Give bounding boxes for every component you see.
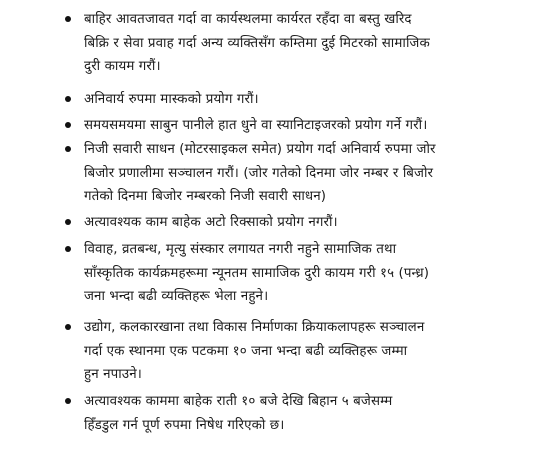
text-line: हिँडडुल गर्न पूर्ण रुपमा निषेध गरिएको छ। [84, 417, 285, 433]
text-line: हुन नपाउने। [84, 367, 142, 382]
text-line: गर्दा एक स्थानमा एक पटकमा १० जना भन्दा बढी व्यक्तिहरू जम्मा [84, 343, 408, 359]
text-line: बिक्रि र सेवा प्रवाह गर्दा अन्य व्यक्तिसँग कम्तिमा दुई मिटरको सामाजिक [84, 35, 430, 51]
bullet-icon [65, 398, 71, 404]
text-line: समयसमयमा साबुन पानीले हात धुने वा स्यानिटाइजरको प्रयोग गर्ने गरौं। [84, 118, 428, 133]
list-item-text [84, 316, 516, 387]
text-line: निजी सवारी साधन (मोटरसाइकल समेत) प्रयोग गर्दा अनिवार्य रुपमा जोर [84, 142, 436, 157]
text-line: बाहिर आवतजावत गर्दा वा कार्यस्थलमा कार्यरत रहँदा वा बस्तु खरिद [84, 12, 412, 27]
text-line: विवाह, व्रतबन्ध, मृत्यु संस्कार लगायत नगरी नहुने सामाजिक तथा [84, 242, 397, 257]
list-item-text [84, 211, 516, 235]
list-item-text [84, 238, 516, 309]
list-item-text [84, 8, 516, 79]
text-line: उद्योग, कलकारखाना तथा विकास निर्माणका क्रियाकलापहरू सञ्चालन [84, 320, 425, 335]
text-line: अत्यावश्यक काममा बाहेक राती १० बजे देखि बिहान ५ बजेसम्म [84, 394, 393, 409]
list-item-text [84, 114, 516, 138]
text-line: गतेको दिनमा बिजोर नम्बरको निजी सवारी साधन) [84, 189, 327, 204]
text-line: अनिवार्य रुपमा मास्कको प्रयोग गरौं। [84, 92, 259, 107]
text-line: साँस्कृतिक कार्यक्रमहरूमा न्यूनतम सामाजिक दुरी कायम गरी १५ (पन्ध्र) [84, 265, 430, 281]
bullet-icon [65, 122, 71, 128]
bullet-icon [65, 16, 71, 22]
bullet-icon [65, 96, 71, 102]
list-item-text [84, 138, 516, 209]
list-item-text [84, 88, 516, 112]
text-line: बिजोर प्रणालीमा सञ्चालन गरौं। (जोर गतेको दिनमा जोर नम्बर र बिजोर [84, 165, 434, 181]
bullet-icon [65, 246, 71, 252]
text-line: दुरी कायम गरौं। [84, 59, 161, 74]
text-line: अत्यावश्यक काम बाहेक अटो रिक्साको प्रयोग नगरौं। [84, 215, 338, 230]
bullet-icon [65, 146, 71, 152]
bullet-icon [65, 219, 71, 225]
text-line: जना भन्दा बढी व्यक्तिहरू भेला नहुने। [84, 289, 269, 304]
list-item-text [84, 390, 516, 437]
bullet-icon [65, 324, 71, 330]
